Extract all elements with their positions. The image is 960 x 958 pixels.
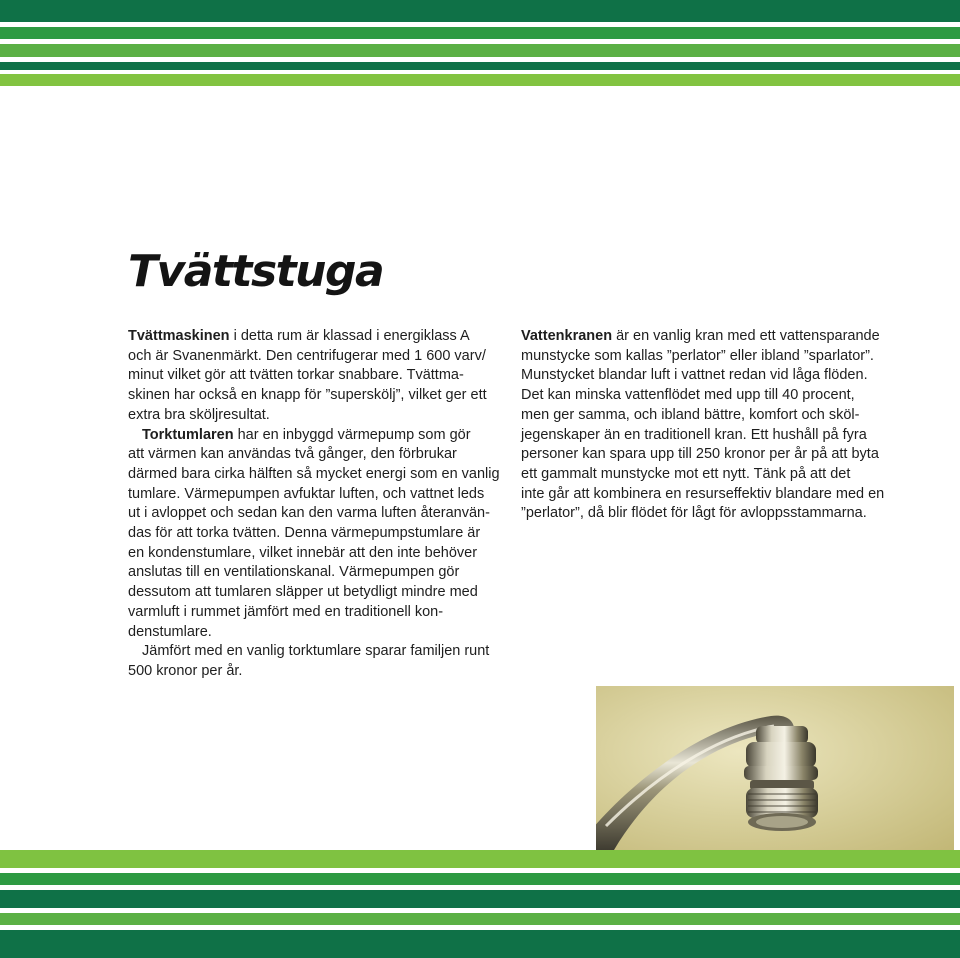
text-line: ett gammalt munstycke mot ett nytt. Tänk på att det: [521, 465, 851, 482]
text-line: inte går att kombinera en resurseffektiv blandare med en: [521, 485, 885, 502]
text-line: Tvättmaskinen i detta rum är klassad i energiklass A: [128, 328, 470, 344]
text-line: Vattenkranen är en vanlig kran med ett vattensparande: [521, 328, 880, 344]
text-line: ut i avloppet och sedan kan den varma luften återanvän-: [128, 505, 490, 522]
text-line: att värmen kan användas två gånger, den förbrukar: [128, 446, 457, 463]
washing-machine-heading: Tvättmaskinen: [128, 328, 230, 344]
text-line: munstycke som kallas ”perlator” eller ibland ”sparlator”.: [521, 347, 874, 364]
text-line: dessutom att tumlaren släpper ut betydligt mindre med: [128, 584, 478, 601]
text-line: ”perlator”, då blir flödet för lågt för avloppsstammarna.: [521, 505, 867, 522]
text-line: varmluft i rummet jämfört med en traditionell kon-: [128, 603, 444, 620]
washing-machine-paragraph: [128, 327, 488, 426]
text-line: skinen har också en knapp för ”superskölj”, vilket ger ett: [128, 387, 487, 404]
text-line: denstumlare.: [128, 623, 212, 640]
bottom-stripe-band: [0, 850, 960, 958]
text-line: Munstycket blandar luft i vattnet redan vid låga flöden.: [521, 367, 868, 384]
text-line: personer kan spara upp till 250 kronor per år på att byta: [521, 446, 879, 463]
dryer-heading: Torktumlaren: [142, 426, 234, 443]
faucet-photo: [596, 686, 954, 850]
savings-paragraph: [128, 642, 488, 681]
text-line: tumlare. Värmepumpen avfuktar luften, och vattnet leds: [128, 485, 485, 502]
text-line: därmed bara cirka hälften så mycket energi som en vanlig: [128, 465, 500, 482]
right-text-column: [521, 327, 885, 524]
text-line: minut vilket gör att tvätten torkar snabbare. Tvättma-: [128, 367, 464, 384]
text-line: Torktumlaren har en inbyggd värmepump som gör: [142, 426, 471, 443]
text-line: extra bra sköljresultat.: [128, 406, 270, 423]
text-line: jegenskaper än en traditionell kran. Ett hushåll på fyra: [521, 426, 867, 443]
faucet-paragraph: [521, 327, 885, 524]
text-line: das för att torka tvätten. Denna värmepumpstumlare är: [128, 525, 481, 542]
text-line: men ger samma, och ibland bättre, komfort och sköl-: [521, 406, 860, 423]
text-line: Jämfört med en vanlig torktumlare sparar familjen runt: [142, 643, 490, 660]
page-title: Tvättstuga: [128, 246, 384, 297]
text-line: och är Svanenmärkt. Den centrifugerar med 1 600 varv/: [128, 347, 486, 364]
text-line: anslutas till en ventilationskanal. Värmepumpen gör: [128, 564, 460, 581]
text-line: 500 kronor per år.: [128, 662, 243, 679]
faucet-illustration: [596, 686, 954, 850]
text-line: Det kan minska vattenflödet med upp till 40 procent,: [521, 387, 855, 404]
faucet-heading: Vattenkranen: [521, 328, 613, 344]
text-line: en kondenstumlare, vilket innebär att den inte behöver: [128, 544, 478, 561]
dryer-paragraph: [128, 426, 500, 643]
left-text-column: [128, 327, 500, 682]
top-stripe-band: [0, 0, 960, 86]
